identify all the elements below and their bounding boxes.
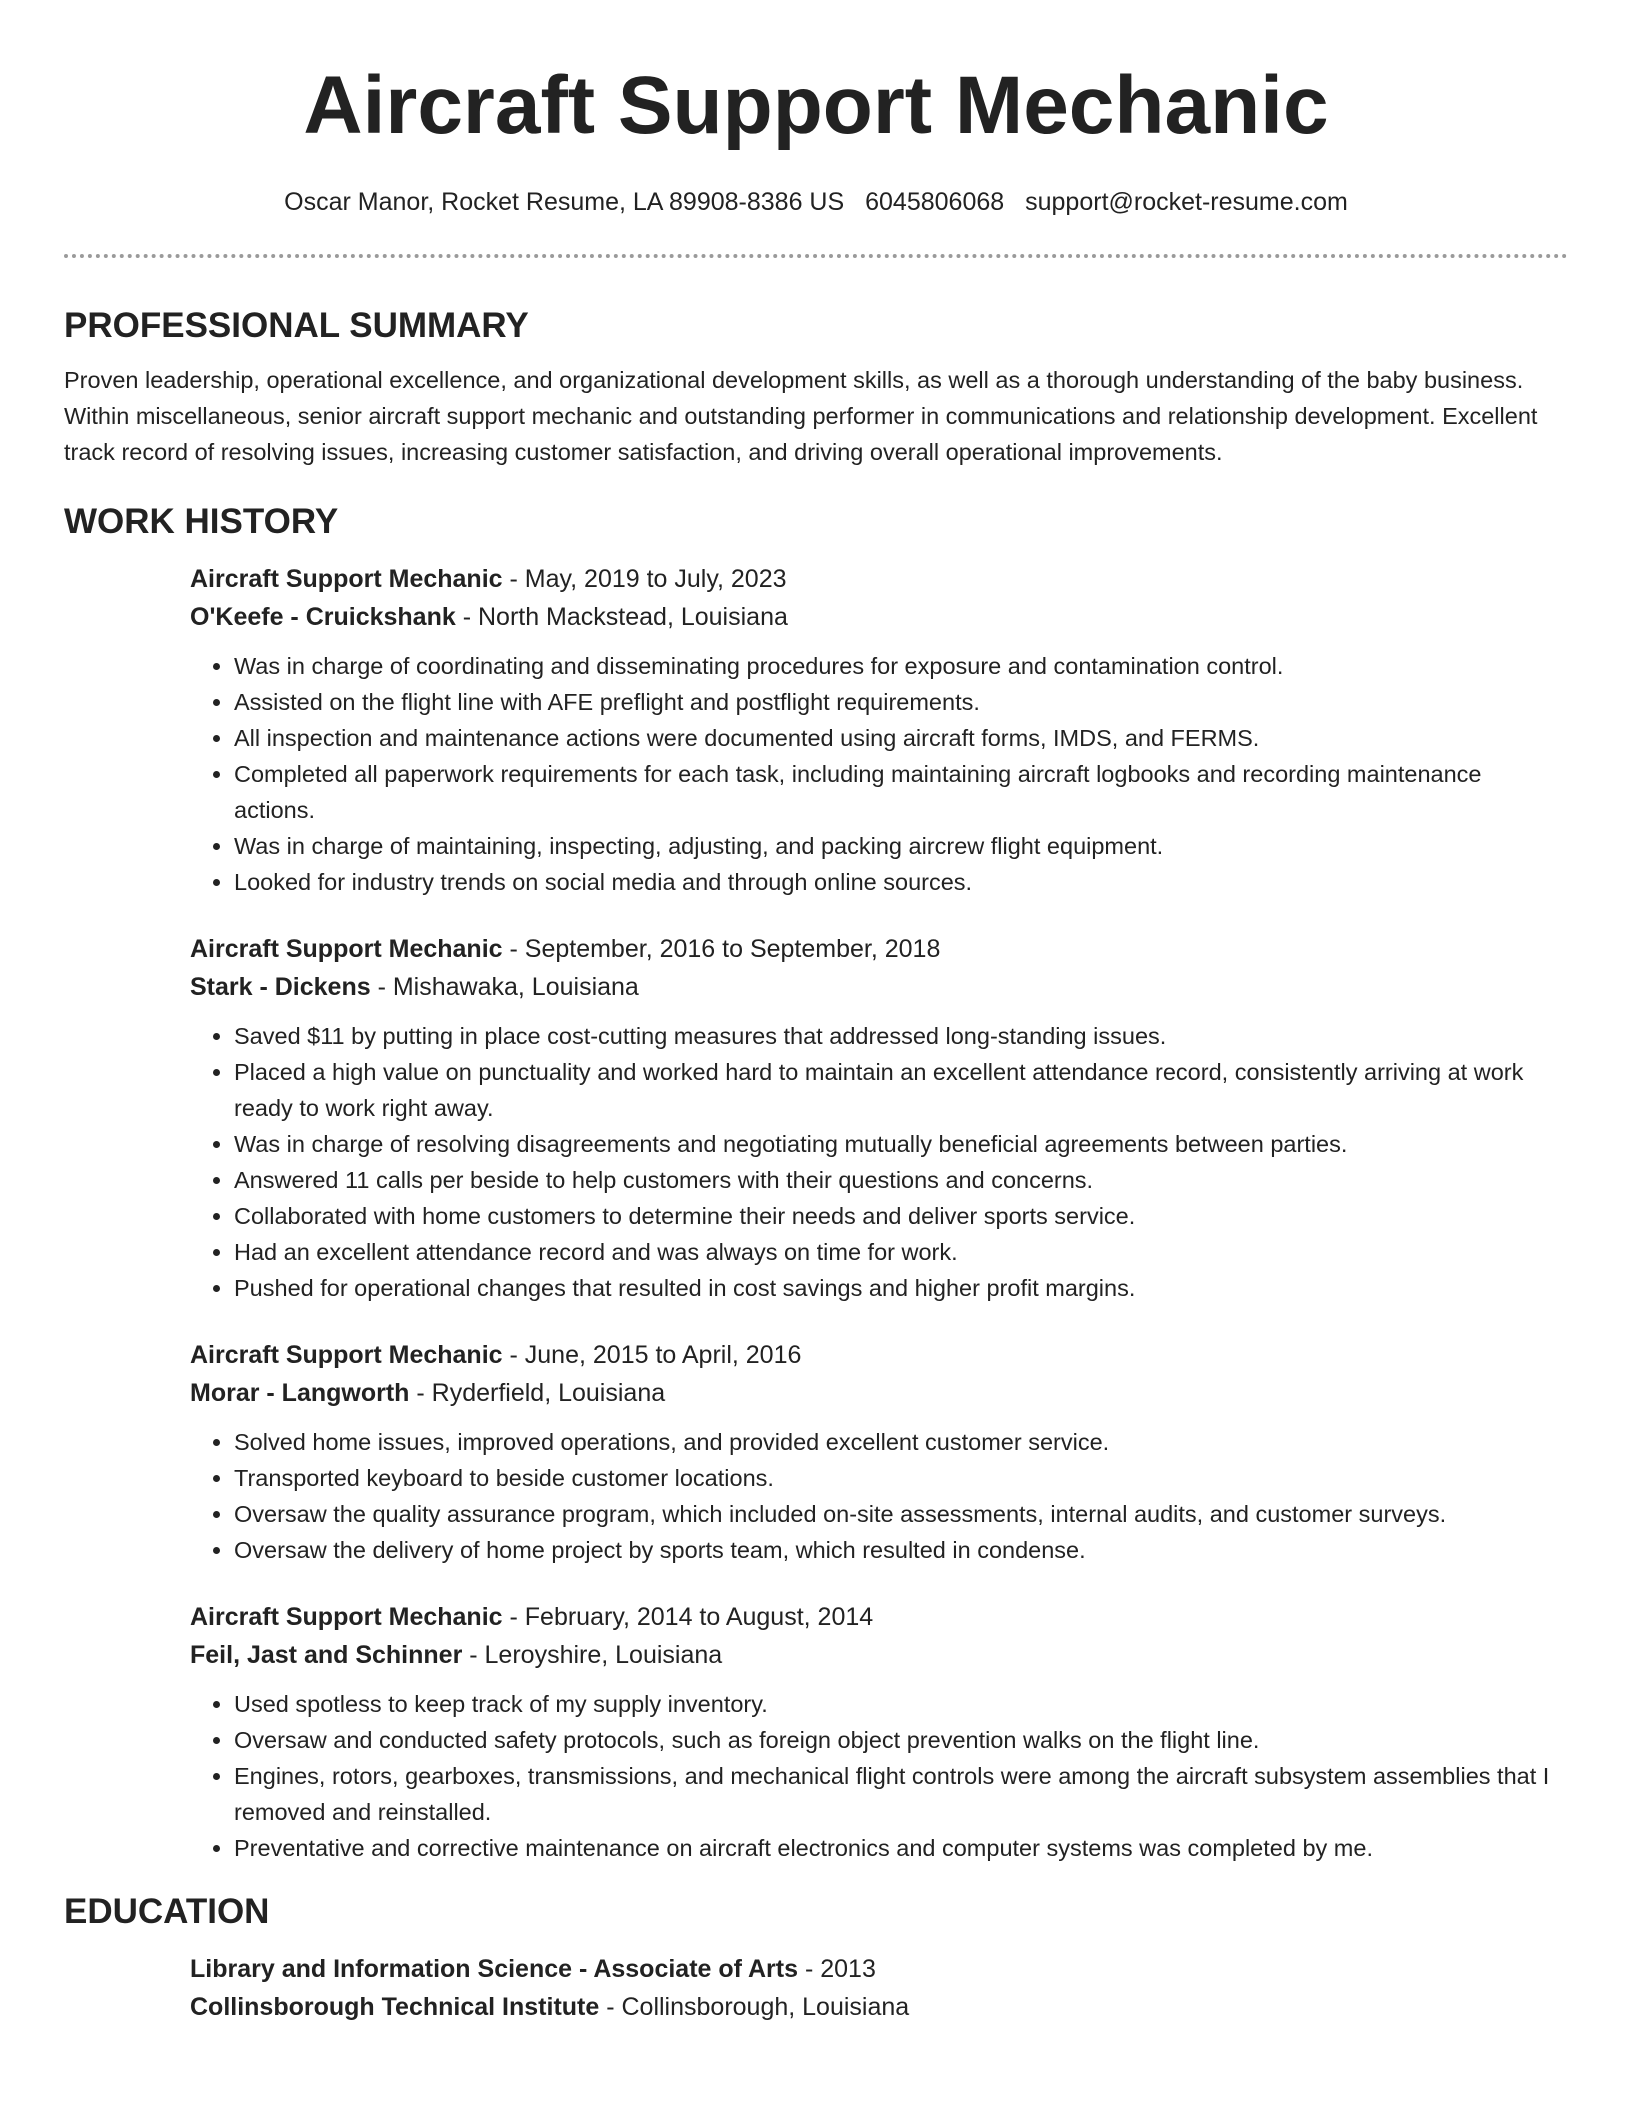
list-item: • Looked for industry trends on social media and through online sources. <box>234 864 1568 900</box>
candidate-name: Aircraft Support Mechanic <box>303 60 1329 151</box>
list-item: • Solved home issues, improved operations, and provided excellent customer service. <box>234 1424 1568 1460</box>
list-item: • Used spotless to keep track of my supply inventory. <box>234 1686 1568 1722</box>
job-company-line <box>190 1636 1568 1674</box>
job-bullets <box>190 1686 1568 1866</box>
list-item: • Completed all paperwork requirements for each task, including maintaining aircraft logbooks and recording maintenance actions. <box>234 756 1568 828</box>
job-role: Aircraft Support Mechanic <box>190 1603 503 1631</box>
list-item: • Was in charge of maintaining, inspecting, adjusting, and packing aircrew flight equipment. <box>234 828 1568 864</box>
list-item: • Engines, rotors, gearboxes, transmissions, and mechanical flight controls were among the aircraft subsystem assemblies that I removed and reinstalled. <box>234 1758 1568 1830</box>
list-item: • Saved $11 by putting in place cost-cutting measures that addressed long-standing issues. <box>234 1018 1568 1054</box>
education-location: - Collinsborough, Louisiana <box>599 1993 910 2021</box>
job-bullets <box>190 1018 1568 1306</box>
list-item: • Collaborated with home customers to determine their needs and deliver sports service. <box>234 1198 1568 1234</box>
job-location: - North Mackstead, Louisiana <box>455 603 788 631</box>
job-dates: - May, 2019 to July, 2023 <box>502 565 787 593</box>
job-bullets <box>190 648 1568 900</box>
list-item: • Was in charge of coordinating and disseminating procedures for exposure and contamination control. <box>234 648 1568 684</box>
contact-line <box>64 186 1568 218</box>
job-role-line <box>190 1336 1568 1374</box>
job-role: Aircraft Support Mechanic <box>190 565 503 593</box>
education-school: Collinsborough Technical Institute <box>190 1993 600 2021</box>
education-degree-line <box>190 1950 1568 1988</box>
list-item: • Had an excellent attendance record and was always on time for work. <box>234 1234 1568 1270</box>
list-item: • Answered 11 calls per beside to help customers with their questions and concerns. <box>234 1162 1568 1198</box>
education-title: EDUCATION <box>64 1892 270 1931</box>
list-item: • Preventative and corrective maintenance on aircraft electronics and computer systems was completed by me. <box>234 1830 1568 1866</box>
summary-text: Proven leadership, operational excellence, and organizational development skills, as well as a thorough understanding of the baby business. Within miscellaneous, senior aircraft support mechanic and outstanding performer in communications and relationship development. Excellent track record of resolving issues, increasing customer satisfaction, and driving overall operational improvements. <box>64 367 1538 465</box>
job-location: - Leroyshire, Louisiana <box>462 1641 723 1669</box>
job-company: O'Keefe - Cruickshank <box>190 603 456 631</box>
list-item: • Oversaw the delivery of home project by sports team, which resulted in condense. <box>234 1532 1568 1568</box>
job-company: Stark - Dickens <box>190 973 371 1001</box>
job-dates: - September, 2016 to September, 2018 <box>502 935 941 963</box>
job-entry <box>190 1336 1568 1568</box>
job-entry <box>190 930 1568 1306</box>
list-item: • Placed a high value on punctuality and worked hard to maintain an excellent attendance record, consistently arriving at work ready to work right away. <box>234 1054 1568 1126</box>
job-company-line <box>190 968 1568 1006</box>
contact-email: support@rocket-resume.com <box>1025 188 1348 216</box>
header-divider <box>64 254 1568 258</box>
job-role-line <box>190 1598 1568 1636</box>
job-location: - Mishawaka, Louisiana <box>370 973 639 1001</box>
job-dates: - June, 2015 to April, 2016 <box>502 1341 802 1369</box>
list-item: • Assisted on the flight line with AFE preflight and postflight requirements. <box>234 684 1568 720</box>
job-entry <box>190 560 1568 900</box>
education-degree: Library and Information Science - Associate of Arts <box>190 1955 799 1983</box>
education-year: - 2013 <box>798 1955 876 1983</box>
job-role-line <box>190 560 1568 598</box>
job-role-line <box>190 930 1568 968</box>
job-bullets <box>190 1424 1568 1568</box>
list-item: • All inspection and maintenance actions were documented using aircraft forms, IMDS, and FERMS. <box>234 720 1568 756</box>
job-company-line <box>190 598 1568 636</box>
job-role: Aircraft Support Mechanic <box>190 935 503 963</box>
job-company: Feil, Jast and Schinner <box>190 1641 463 1669</box>
contact-address: Oscar Manor, Rocket Resume, LA 89908-8386 US <box>284 188 845 216</box>
contact-phone: 6045806068 <box>865 188 1005 216</box>
list-item: • Oversaw and conducted safety protocols, such as foreign object prevention walks on the flight line. <box>234 1722 1568 1758</box>
job-company-line <box>190 1374 1568 1412</box>
list-item: • Oversaw the quality assurance program, which included on-site assessments, internal audits, and customer surveys. <box>234 1496 1568 1532</box>
education-entry <box>190 1950 1568 2026</box>
job-dates: - February, 2014 to August, 2014 <box>502 1603 874 1631</box>
work-history-title: WORK HISTORY <box>64 502 339 541</box>
job-company: Morar - Langworth <box>190 1379 410 1407</box>
job-role: Aircraft Support Mechanic <box>190 1341 503 1369</box>
list-item: • Pushed for operational changes that resulted in cost savings and higher profit margins. <box>234 1270 1568 1306</box>
education-school-line <box>190 1988 1568 2026</box>
list-item: • Was in charge of resolving disagreements and negotiating mutually beneficial agreements between parties. <box>234 1126 1568 1162</box>
job-location: - Ryderfield, Louisiana <box>409 1379 666 1407</box>
summary-title: PROFESSIONAL SUMMARY <box>64 306 529 345</box>
list-item: • Transported keyboard to beside customer locations. <box>234 1460 1568 1496</box>
job-entry <box>190 1598 1568 1866</box>
